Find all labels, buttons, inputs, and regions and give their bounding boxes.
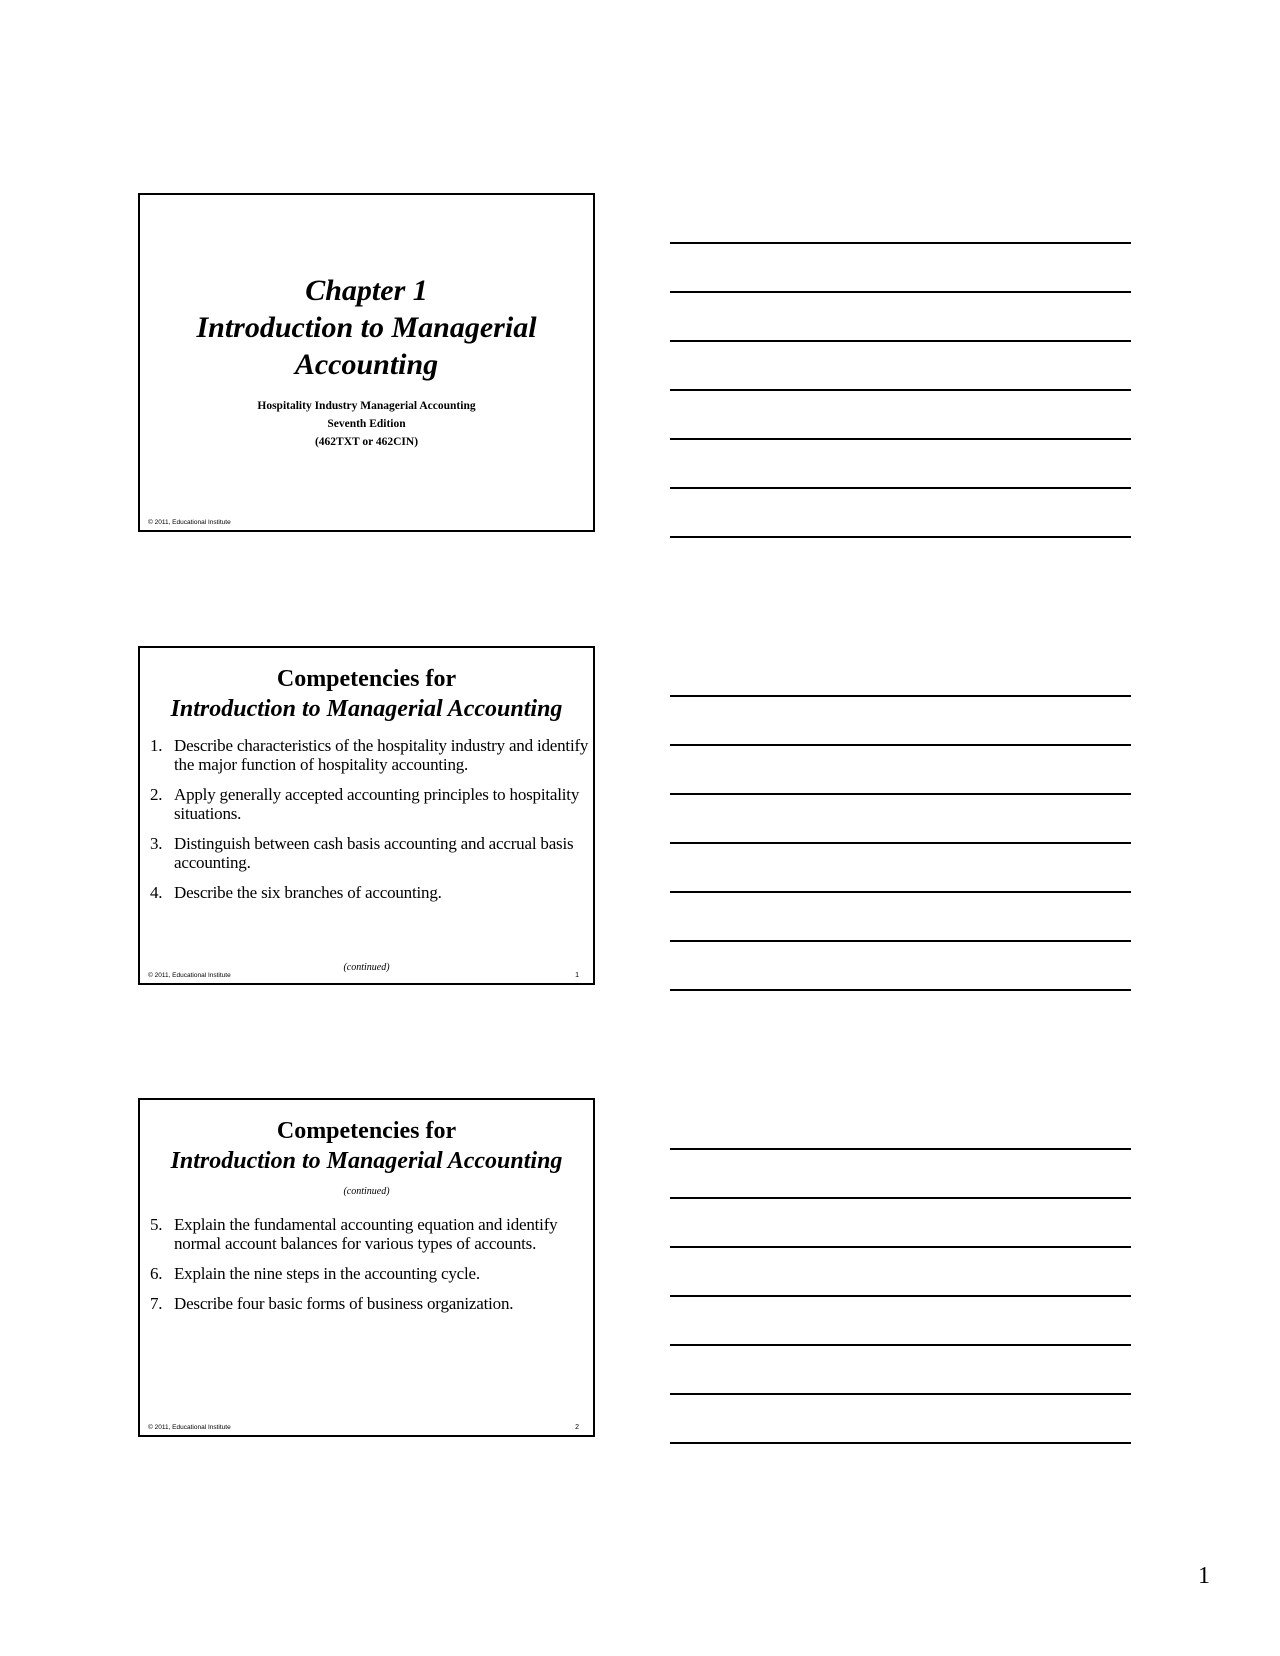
competency-number: 3. — [150, 834, 163, 853]
competency-item — [150, 1294, 591, 1313]
slide-3-number: 2 — [575, 1424, 579, 1431]
slide-3-copyright: © 2011, Educational Institute — [148, 1424, 231, 1431]
competency-number: 4. — [150, 883, 163, 902]
competency-text: Describe characteristics of the hospitality industry and identify the major function of hospitality accounting. — [174, 736, 589, 774]
page-number: 1 — [1198, 1563, 1210, 1589]
note-line — [670, 1197, 1131, 1199]
slide-2-copyright: © 2011, Educational Institute — [148, 972, 231, 979]
note-line — [670, 389, 1131, 391]
note-line — [670, 1246, 1131, 1248]
competency-item — [150, 834, 591, 872]
slide-1-copyright: © 2011, Educational Institute — [148, 519, 231, 526]
note-line — [670, 744, 1131, 746]
competency-text: Apply generally accepted accounting principles to hospitality situations. — [174, 785, 580, 823]
competency-text: Distinguish between cash basis accounting and accrual basis accounting. — [174, 834, 574, 872]
competency-text: Describe the six branches of accounting. — [174, 883, 442, 902]
slide-2-title-line1: Competencies for — [276, 666, 457, 692]
competency-item — [150, 883, 591, 902]
note-line — [670, 1148, 1131, 1150]
competency-number: 7. — [150, 1294, 163, 1313]
competency-item — [150, 785, 591, 823]
slide-2-title — [140, 664, 593, 724]
slide-3-title — [140, 1116, 593, 1176]
note-line — [670, 1393, 1131, 1395]
note-line — [670, 487, 1131, 489]
competency-text: Explain the fundamental accounting equation and identify normal account balances for various types of accounts. — [174, 1215, 558, 1253]
slide-3-title-line1: Competencies for — [276, 1118, 457, 1144]
slide-1-subtitle-line: Hospitality Industry Managerial Accounting — [257, 400, 476, 412]
note-line — [670, 989, 1131, 991]
competency-item — [150, 1215, 591, 1253]
note-line — [670, 1295, 1131, 1297]
slide-2-continued-label: (continued) — [343, 962, 390, 973]
slide-2-number: 1 — [575, 972, 579, 979]
competency-number: 5. — [150, 1215, 163, 1234]
slide-3-title-line2: Introduction to Managerial Accounting — [170, 1148, 563, 1174]
slide-1-subtitle — [140, 397, 593, 451]
slide-1-title-line: Introduction to Managerial — [196, 311, 537, 344]
competency-number: 1. — [150, 736, 163, 755]
competency-item — [150, 1264, 591, 1283]
note-line — [670, 842, 1131, 844]
slide-1-subtitle-line: (462TXT or 462CIN) — [314, 436, 419, 448]
competency-text: Describe four basic forms of business organization. — [174, 1294, 514, 1313]
note-line — [670, 536, 1131, 538]
slide-2-competency-list — [150, 736, 591, 913]
slide-3-continued-label: (continued) — [343, 1186, 390, 1197]
competency-item — [150, 736, 591, 774]
note-line — [670, 793, 1131, 795]
note-line — [670, 695, 1131, 697]
competency-text: Explain the nine steps in the accounting cycle. — [174, 1264, 480, 1283]
note-line — [670, 242, 1131, 244]
note-line — [670, 1344, 1131, 1346]
slide-1-subtitle-line: Seventh Edition — [327, 418, 406, 430]
note-line — [670, 940, 1131, 942]
slide-1-title-line: Accounting — [294, 348, 439, 381]
competency-number: 2. — [150, 785, 163, 804]
slide-1-title-line: Chapter 1 — [305, 274, 428, 307]
note-line — [670, 891, 1131, 893]
slide-2-title-line2: Introduction to Managerial Accounting — [170, 696, 563, 722]
slide-1-title — [140, 272, 593, 383]
note-line — [670, 291, 1131, 293]
slide-2 — [138, 646, 595, 985]
slide-3 — [138, 1098, 595, 1437]
slide-3-competency-list — [150, 1215, 591, 1324]
competency-number: 6. — [150, 1264, 163, 1283]
note-line — [670, 438, 1131, 440]
slide-1 — [138, 193, 595, 532]
note-line — [670, 1442, 1131, 1444]
note-line — [670, 340, 1131, 342]
